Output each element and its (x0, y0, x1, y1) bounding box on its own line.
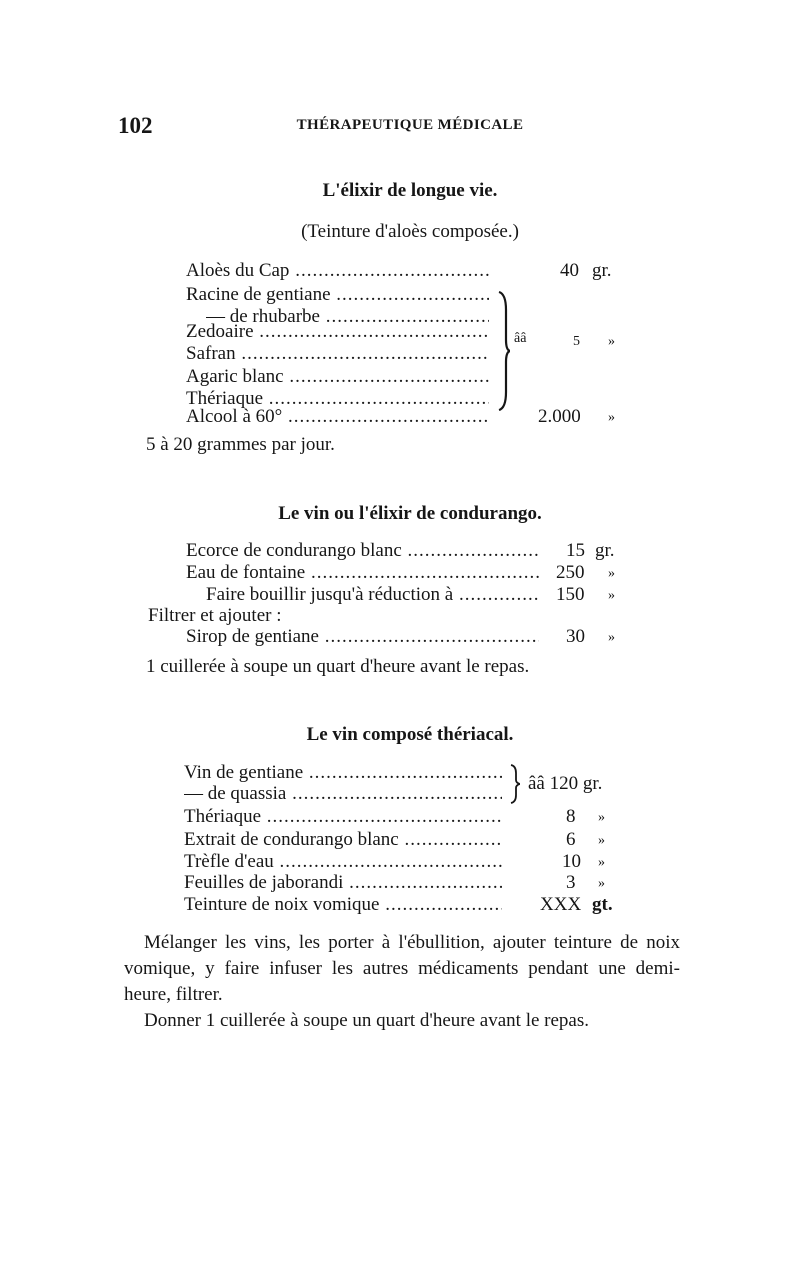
ingredient-unit: » (598, 810, 605, 825)
page-number: 102 (118, 113, 153, 138)
ingredient-name: Sirop de gentiane ..... (186, 626, 539, 648)
group-unit: » (608, 334, 615, 349)
ingredient-unit: » (598, 833, 605, 848)
ingredient-unit: gr. (595, 540, 615, 561)
ingredient-name: Ecorce de condurango blanc ..... (186, 540, 539, 562)
ingredient-unit: gt. (592, 894, 613, 915)
ingredient-name: Feuilles de jaborandi ..... (184, 872, 502, 894)
ingredient-quantity: 40 (560, 260, 579, 281)
ingredient-name: Extrait de condurango blanc ..... (184, 829, 502, 851)
ingredient-quantity: 2.000 (538, 406, 581, 427)
recipe-title-condurango: Le vin ou l'élixir de condurango. (278, 503, 542, 524)
ingredient-name: Thériaque ..... (184, 806, 502, 828)
ingredient-unit: » (608, 588, 615, 603)
paragraph-text: Donner 1 cuillerée à soupe un quart d'heure avant le repas. (144, 1010, 589, 1031)
ingredient-quantity: XXX (540, 894, 582, 915)
ingredient-quantity: 250 (556, 562, 585, 583)
ingredient-quantity: 6 (566, 829, 576, 850)
ingredient-quantity: 3 (566, 872, 576, 893)
ingredient-quantity: 30 (566, 626, 585, 647)
ingredient-quantity: 150 (556, 584, 585, 605)
running-title: THÉRAPEUTIQUE MÉDICALE (296, 117, 524, 133)
paragraph (124, 930, 680, 1008)
ingredient-quantity: 10 (562, 851, 581, 872)
ingredient-unit: » (608, 566, 615, 581)
ingredient-name: Zedoaire ..... (186, 321, 489, 343)
ingredient-unit: gr. (592, 260, 612, 281)
ingredient-name: Agaric blanc ..... (186, 366, 489, 388)
recipe-subtitle: (Teinture d'aloès composée.) (301, 221, 519, 242)
dosage-note: 5 à 20 grammes par jour. (146, 434, 335, 455)
group-label: ââ 120 gr. (528, 773, 603, 794)
group-prefix: ââ (514, 331, 527, 346)
ingredient-unit: » (608, 630, 615, 645)
recipe-title-elixir-longue-vie: L'élixir de longue vie. (322, 180, 498, 201)
ingredient-name: Racine de gentiane ..... (186, 284, 489, 306)
group-brace (508, 763, 520, 805)
ingredient-name: Trèfle d'eau ..... (184, 851, 502, 873)
group-brace (496, 290, 510, 412)
paragraph (124, 1008, 680, 1034)
ingredient-name: Alcool à 60° ..... (186, 406, 489, 428)
ingredient-name: Safran ..... (186, 343, 489, 365)
dosage-note: 1 cuillerée à soupe un quart d'heure avant le repas. (146, 656, 530, 677)
ingredient-name: Vin de gentiane ..... (184, 762, 502, 784)
ingredient-name: Aloès du Cap ..... (186, 260, 489, 282)
instruction-text: Filtrer et ajouter : (148, 605, 282, 626)
ingredient-quantity: 8 (566, 806, 576, 827)
ingredient-quantity: 15 (566, 540, 585, 561)
group-quantity: 5 (573, 334, 580, 349)
ingredient-name: Eau de fontaine ..... (186, 562, 539, 584)
ingredient-unit: » (598, 855, 605, 870)
ingredient-name: Faire bouillir jusqu'à réduction à ..... (206, 584, 539, 606)
ingredient-unit: » (608, 410, 615, 425)
ingredient-name: — de quassia ..... (184, 783, 502, 805)
paragraph-text: Mélanger les vins, les porter à l'ébullition, ajouter teinture de noix vomique, y faire infuser les autres médicaments pendant une demi-heure, filtrer. (124, 932, 680, 1005)
ingredient-unit: » (598, 876, 605, 891)
ingredient-name: Thériaque ..... (186, 388, 489, 410)
ingredient-name: Teinture de noix vomique ..... (184, 894, 502, 916)
ingredient-name: — de rhubarbe ..... (206, 306, 489, 328)
recipe-title-vin-theriacal: Le vin composé thériacal. (306, 724, 514, 745)
